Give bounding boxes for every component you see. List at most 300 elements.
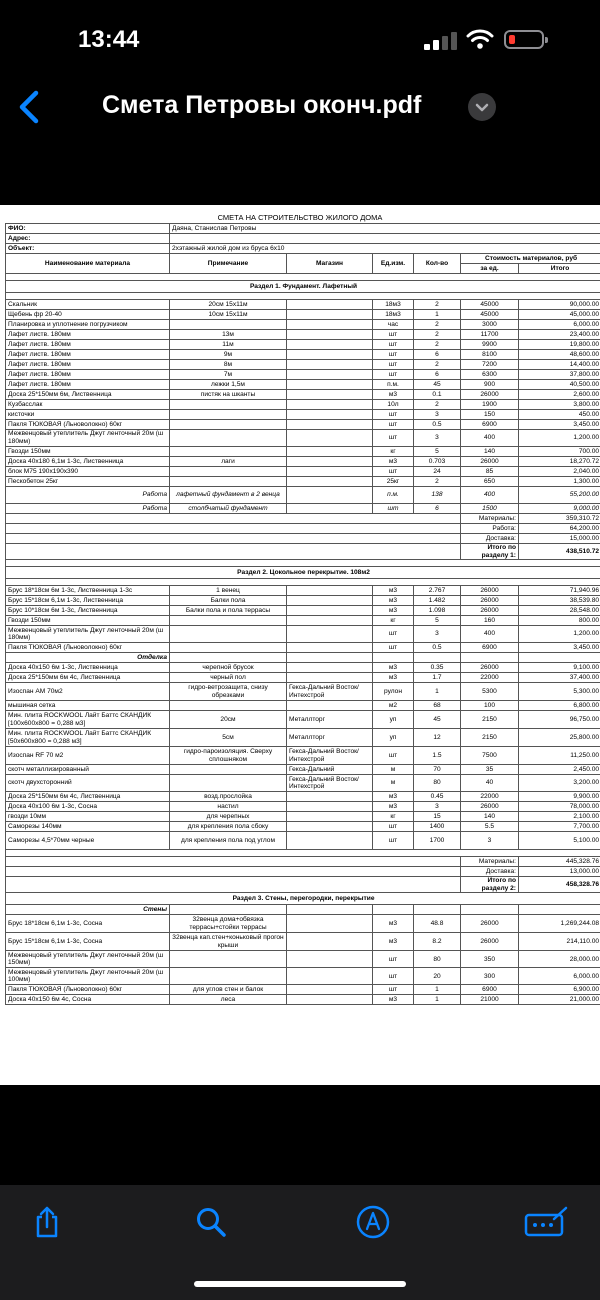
subsection-label: Отделка — [6, 653, 170, 663]
unit: м3 — [373, 933, 414, 951]
unit-price: 6900 — [461, 420, 519, 430]
quantity: 45 — [414, 380, 461, 390]
table-row — [6, 390, 600, 400]
store — [287, 320, 373, 330]
store — [287, 420, 373, 430]
unit: 18м3 — [373, 300, 414, 310]
quantity: 6 — [414, 504, 461, 514]
unit-price: 35 — [461, 765, 519, 775]
empty-cell — [6, 514, 461, 524]
unit: м3 — [373, 586, 414, 596]
table-row — [6, 775, 600, 792]
pdf-page[interactable] — [0, 205, 600, 1085]
material-name: Изоспан RF 70 м2 — [6, 747, 170, 765]
search-icon[interactable] — [194, 1205, 228, 1239]
quantity: 8.2 — [414, 933, 461, 951]
note: пистяк на шканты — [170, 390, 287, 400]
summary-row — [6, 857, 600, 867]
quantity: 1.7 — [414, 673, 461, 683]
material-name: кисточки — [6, 410, 170, 420]
markup-icon[interactable] — [356, 1205, 390, 1239]
total: 7,700.00 — [519, 822, 600, 832]
table-row — [6, 995, 600, 1005]
store: Металлторг — [287, 729, 373, 747]
section-title: Раздел 2. Цокольное перекрытие. 108м2 — [6, 567, 600, 579]
material-name: Доска 25*150мм 6м 4с, Лиственница — [6, 673, 170, 683]
unit-price: 160 — [461, 616, 519, 626]
empty-cell — [461, 905, 519, 915]
material-name: Доска 25*150мм 6м, Лиственница — [6, 390, 170, 400]
unit-price: 1500 — [461, 504, 519, 514]
material-name: Работа — [6, 504, 170, 514]
note: черепной брусок — [170, 663, 287, 673]
quantity: 24 — [414, 467, 461, 477]
chevron-down-icon — [468, 93, 496, 121]
unit: 18м3 — [373, 310, 414, 320]
unit: шт — [373, 643, 414, 653]
total: 6,900.00 — [519, 985, 600, 995]
note: лаги — [170, 457, 287, 467]
summary-row — [6, 867, 600, 877]
unit-price: 2150 — [461, 711, 519, 729]
total: 1,200.00 — [519, 626, 600, 643]
store — [287, 477, 373, 487]
material-name: Пакля ТЮКОВАЯ (Льноволокно) 60кг — [6, 985, 170, 995]
material-name: Лафет листв. 180мм — [6, 350, 170, 360]
document-heading: СМЕТА НА СТРОИТЕЛЬСТВО ЖИЛОГО ДОМА — [217, 213, 383, 222]
unit: шт — [373, 340, 414, 350]
empty-cell — [461, 653, 519, 663]
total: 96,750.00 — [519, 711, 600, 729]
unit: шт — [373, 350, 414, 360]
total: 28,000.00 — [519, 951, 600, 968]
summary-value: 438,510.72 — [519, 544, 600, 560]
note: для крепления пола под углом — [170, 832, 287, 850]
unit: шт — [373, 467, 414, 477]
total: 19,800.00 — [519, 340, 600, 350]
total: 25,800.00 — [519, 729, 600, 747]
unit: шт — [373, 832, 414, 850]
unit-price: 22000 — [461, 792, 519, 802]
quantity: 48.8 — [414, 915, 461, 933]
section-header-row — [6, 567, 600, 579]
unit-price: 400 — [461, 626, 519, 643]
column-header: Магазин — [287, 254, 373, 274]
quantity: 0.1 — [414, 390, 461, 400]
material-name: Пакля ТЮКОВАЯ (Льноволокно) 60кг — [6, 643, 170, 653]
unit: шт — [373, 626, 414, 643]
unit: м3 — [373, 606, 414, 616]
unit-price: 26000 — [461, 915, 519, 933]
summary-row — [6, 544, 600, 560]
table-row — [6, 822, 600, 832]
store — [287, 410, 373, 420]
column-header: Итого — [519, 264, 600, 274]
unit-price: 45000 — [461, 300, 519, 310]
material-name: Изоспан АМ 70м2 — [6, 683, 170, 701]
total: 78,000.00 — [519, 802, 600, 812]
quantity: 0.703 — [414, 457, 461, 467]
quantity: 1.098 — [414, 606, 461, 616]
total: 28,548.00 — [519, 606, 600, 616]
note: 7м — [170, 370, 287, 380]
quantity: 2 — [414, 477, 461, 487]
spacer-row — [6, 274, 600, 281]
unit-price: 26000 — [461, 586, 519, 596]
note: гидро-пароизоляция. Сверху сплошняком — [170, 747, 287, 765]
material-name: Лафет листв. 180мм — [6, 380, 170, 390]
empty-cell — [6, 850, 600, 857]
store — [287, 626, 373, 643]
unit: час — [373, 320, 414, 330]
summary-label: Доставка: — [461, 867, 519, 877]
table-row — [6, 447, 600, 457]
table-row — [6, 812, 600, 822]
total: 90,000.00 — [519, 300, 600, 310]
document-title[interactable]: Смета Петровы оконч.pdf — [102, 91, 422, 119]
column-header: Наименование материала — [6, 254, 170, 274]
table-row — [6, 400, 600, 410]
empty-cell — [414, 653, 461, 663]
unit-price: 150 — [461, 410, 519, 420]
unit: шт — [373, 360, 414, 370]
unit: шт — [373, 370, 414, 380]
note — [170, 775, 287, 792]
empty-cell — [287, 653, 373, 663]
table-row — [6, 420, 600, 430]
material-name: Работа — [6, 487, 170, 504]
total: 38,539.80 — [519, 596, 600, 606]
note: 20см 15х11м — [170, 300, 287, 310]
unit: м3 — [373, 673, 414, 683]
address-value — [170, 234, 600, 244]
table-row — [6, 360, 600, 370]
note: для черепных — [170, 812, 287, 822]
section-title: Раздел 3. Стены, перегородки, перекрытие — [6, 893, 600, 905]
table-row — [6, 504, 600, 514]
note — [170, 951, 287, 968]
empty-cell — [6, 274, 600, 281]
share-icon[interactable] — [30, 1205, 64, 1239]
note — [170, 320, 287, 330]
store — [287, 340, 373, 350]
store — [287, 802, 373, 812]
column-header: Стоимость материалов, руб — [461, 254, 600, 264]
markup-more-icon[interactable] — [524, 1205, 568, 1239]
material-name: Кузбасслак — [6, 400, 170, 410]
unit: м — [373, 765, 414, 775]
column-header: Примечание — [170, 254, 287, 274]
store — [287, 995, 373, 1005]
unit-price: 6900 — [461, 643, 519, 653]
empty-cell — [6, 524, 461, 534]
note: 11м — [170, 340, 287, 350]
table-row — [6, 933, 600, 951]
summary-value: 13,000.00 — [519, 867, 600, 877]
table-row — [6, 985, 600, 995]
material-name: Брус 15*18см 6,1м 1-3с, Сосна — [6, 933, 170, 951]
material-name: Межвенцовый утеплитель Джут ленточный 20м (ш 180мм) — [6, 626, 170, 643]
spacer-row — [6, 560, 600, 567]
spacer-row — [6, 579, 600, 586]
unit: уп — [373, 711, 414, 729]
material-name: Доска 40х100 6м 1-3с, Сосна — [6, 802, 170, 812]
total: 40,500.00 — [519, 380, 600, 390]
material-name: Лафет листв. 180мм — [6, 370, 170, 380]
store: Гекса-Дальний Восток/Интехстрой — [287, 775, 373, 792]
store — [287, 812, 373, 822]
table-row — [6, 457, 600, 467]
subsection-label: Стены — [6, 905, 170, 915]
total: 71,940.96 — [519, 586, 600, 596]
store — [287, 400, 373, 410]
table-row — [6, 792, 600, 802]
note: столбчатый фундамент — [170, 504, 287, 514]
total: 6,000.00 — [519, 968, 600, 985]
unit-price: 140 — [461, 812, 519, 822]
total: 18,270.72 — [519, 457, 600, 467]
note: 9м — [170, 350, 287, 360]
back-chevron-icon[interactable] — [14, 87, 46, 127]
material-name: Доска 40х180 6,1м 1-3с, Лиственница — [6, 457, 170, 467]
unit: м3 — [373, 596, 414, 606]
note: 1 венец — [170, 586, 287, 596]
unit: шт — [373, 951, 414, 968]
quantity: 3 — [414, 410, 461, 420]
unit: м3 — [373, 390, 414, 400]
unit: м2 — [373, 701, 414, 711]
material-name: Саморезы 140мм — [6, 822, 170, 832]
material-name: гвозди 10мм — [6, 812, 170, 822]
material-name: Саморезы 4,5*70мм черные — [6, 832, 170, 850]
quantity: 2 — [414, 400, 461, 410]
quantity: 2.767 — [414, 586, 461, 596]
table-row — [6, 350, 600, 360]
summary-row — [6, 524, 600, 534]
unit-price: 85 — [461, 467, 519, 477]
quantity: 68 — [414, 701, 461, 711]
total: 800.00 — [519, 616, 600, 626]
table-row — [6, 968, 600, 985]
subsection-row — [6, 905, 600, 915]
unit-price: 26000 — [461, 606, 519, 616]
note: лежки 1,5м — [170, 380, 287, 390]
quantity: 70 — [414, 765, 461, 775]
store — [287, 447, 373, 457]
unit: шт — [373, 330, 414, 340]
spacer-row — [6, 293, 600, 300]
unit-price: 8100 — [461, 350, 519, 360]
summary-value: 15,000.00 — [519, 534, 600, 544]
empty-cell — [6, 857, 461, 867]
table-row — [6, 701, 600, 711]
store — [287, 616, 373, 626]
total: 3,450.00 — [519, 643, 600, 653]
store: Гекса-Дальний Восток/Интехстрой — [287, 683, 373, 701]
quantity: 5 — [414, 447, 461, 457]
title-menu-button[interactable] — [468, 93, 496, 121]
material-name: Доска 40х150 6м 4с, Сосна — [6, 995, 170, 1005]
unit-price: 350 — [461, 951, 519, 968]
table-row — [6, 915, 600, 933]
unit-price: 26000 — [461, 596, 519, 606]
empty-cell — [6, 877, 461, 893]
total: 37,800.00 — [519, 370, 600, 380]
store — [287, 360, 373, 370]
total: 23,400.00 — [519, 330, 600, 340]
total: 9,900.00 — [519, 792, 600, 802]
store — [287, 390, 373, 400]
total: 48,600.00 — [519, 350, 600, 360]
table-row — [6, 596, 600, 606]
table-row — [6, 586, 600, 596]
table-row — [6, 300, 600, 310]
total: 2,600.00 — [519, 390, 600, 400]
table-row — [6, 477, 600, 487]
summary-label: Работа: — [461, 524, 519, 534]
note: Балки пола — [170, 596, 287, 606]
store — [287, 985, 373, 995]
total: 450.00 — [519, 410, 600, 420]
unit: шт — [373, 985, 414, 995]
material-name: Брус 15*18см 6,1м 1-3с, Лиственница — [6, 596, 170, 606]
total: 37,400.00 — [519, 673, 600, 683]
table-row — [6, 410, 600, 420]
quantity: 2 — [414, 340, 461, 350]
quantity: 0.5 — [414, 420, 461, 430]
store: Гекса-Дальний Восток/Интехстрой — [287, 747, 373, 765]
store: Металлторг — [287, 711, 373, 729]
total: 1,300.00 — [519, 477, 600, 487]
note — [170, 643, 287, 653]
unit: 25кг — [373, 477, 414, 487]
summary-label: Итого по разделу 1: — [461, 544, 519, 560]
summary-value: 359,310.72 — [519, 514, 600, 524]
quantity: 2 — [414, 320, 461, 330]
note: для углов стен и балок — [170, 985, 287, 995]
note — [170, 447, 287, 457]
note: для крепления пола сбоку — [170, 822, 287, 832]
note — [170, 765, 287, 775]
store — [287, 596, 373, 606]
total: 1,269,244.08 — [519, 915, 600, 933]
note: черный пол — [170, 673, 287, 683]
unit: п.м. — [373, 380, 414, 390]
unit: шт — [373, 420, 414, 430]
store: Гекса-Дальний — [287, 765, 373, 775]
table-row — [6, 340, 600, 350]
material-name: Щебень фр 20-40 — [6, 310, 170, 320]
store — [287, 822, 373, 832]
unit: м — [373, 775, 414, 792]
column-header: за ед. — [461, 264, 519, 274]
empty-cell — [414, 905, 461, 915]
table-row — [6, 370, 600, 380]
table-row — [6, 663, 600, 673]
summary-value: 445,328.76 — [519, 857, 600, 867]
summary-value: 64,200.00 — [519, 524, 600, 534]
total: 5,300.00 — [519, 683, 600, 701]
table-row — [6, 616, 600, 626]
store — [287, 504, 373, 514]
note: 32венца дома+обвязка террасы+стойки террасы — [170, 915, 287, 933]
store — [287, 467, 373, 477]
column-header: Кол-во — [414, 254, 461, 274]
table-row — [6, 380, 600, 390]
store — [287, 792, 373, 802]
table-row — [6, 310, 600, 320]
store — [287, 968, 373, 985]
table-row — [6, 747, 600, 765]
quantity: 1 — [414, 683, 461, 701]
table-row — [6, 606, 600, 616]
unit-price: 900 — [461, 380, 519, 390]
unit: п.м. — [373, 487, 414, 504]
subsection-row — [6, 653, 600, 663]
unit-price: 6300 — [461, 370, 519, 380]
table-row — [6, 711, 600, 729]
unit-price: 45000 — [461, 310, 519, 320]
table-row — [6, 626, 600, 643]
unit-price: 26000 — [461, 933, 519, 951]
unit-price: 5.5 — [461, 822, 519, 832]
material-name: Доска 40х150 6м 1-3с, Лиственница — [6, 663, 170, 673]
total: 700.00 — [519, 447, 600, 457]
material-name: Гвозди 150мм — [6, 616, 170, 626]
store — [287, 457, 373, 467]
material-name: Лафет листв. 180мм — [6, 340, 170, 350]
summary-row — [6, 514, 600, 524]
note — [170, 430, 287, 447]
unit: м3 — [373, 802, 414, 812]
table-row — [6, 430, 600, 447]
address-label: Адрес: — [6, 234, 170, 244]
note — [170, 626, 287, 643]
quantity: 138 — [414, 487, 461, 504]
section-header-row — [6, 893, 600, 905]
note — [170, 616, 287, 626]
store — [287, 487, 373, 504]
total: 55,200.00 — [519, 487, 600, 504]
material-name: Пакля ТЮКОВАЯ (Льноволокно) 60кг — [6, 420, 170, 430]
total: 214,110.00 — [519, 933, 600, 951]
unit: рулон — [373, 683, 414, 701]
summary-label: Материалы: — [461, 514, 519, 524]
quantity: 45 — [414, 711, 461, 729]
note — [170, 467, 287, 477]
empty-cell — [6, 293, 600, 300]
quantity: 1.482 — [414, 596, 461, 606]
quantity: 1700 — [414, 832, 461, 850]
table-row — [6, 951, 600, 968]
unit-price: 26000 — [461, 457, 519, 467]
fio-value: Даяна, Станислав Петровы — [170, 224, 600, 234]
store — [287, 300, 373, 310]
store — [287, 350, 373, 360]
material-name: Мин. плита ROCKWOOL Лайт Баттс СКАНДИК [100х600х800 = 0,288 м3] — [6, 711, 170, 729]
unit-price: 40 — [461, 775, 519, 792]
column-header: Ед.изм. — [373, 254, 414, 274]
empty-cell — [6, 544, 461, 560]
total: 2,040.00 — [519, 467, 600, 477]
quantity: 0.35 — [414, 663, 461, 673]
unit: шт — [373, 430, 414, 447]
unit-price: 3000 — [461, 320, 519, 330]
material-name: Межвенцовый утеплитель Джут ленточный 20м (ш 180мм) — [6, 430, 170, 447]
empty-cell — [6, 560, 600, 567]
unit-price: 140 — [461, 447, 519, 457]
table-row — [6, 832, 600, 850]
